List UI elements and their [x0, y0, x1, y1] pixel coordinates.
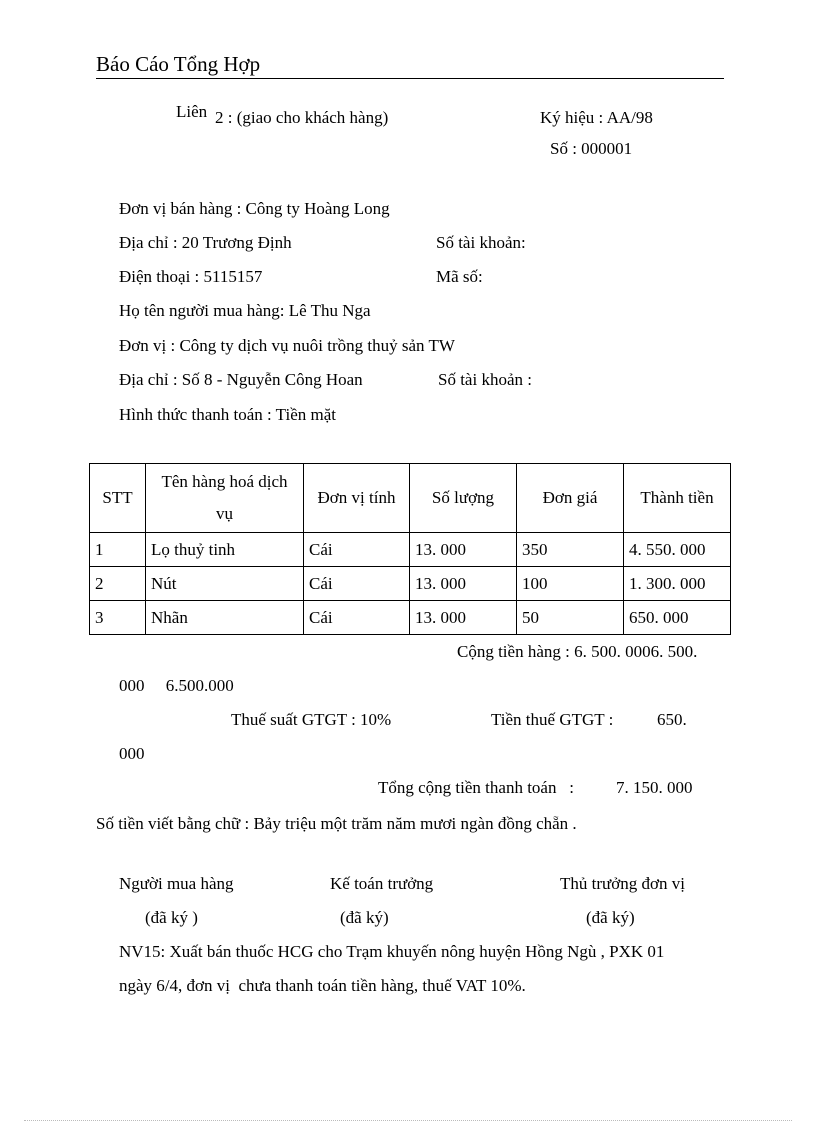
buyer-address: Địa chỉ : Số 8 - Nguyễn Công Hoan: [119, 370, 363, 389]
cell-item-name: Nút: [146, 567, 304, 601]
lien-text: 2 : (giao cho khách hàng): [215, 108, 389, 127]
cell-unit: Cái: [304, 567, 410, 601]
cell-item-name: Nhãn: [146, 601, 304, 635]
subtotal-line2: 000 6.500.000: [119, 676, 234, 695]
vat-rate: Thuế suất GTGT : 10%: [231, 710, 392, 729]
buyer-unit: Đơn vị : Công ty dịch vụ nuôi trồng thuỷ sản TW: [119, 336, 455, 355]
seller-phone: Điện thoại : 5115157: [119, 267, 263, 286]
signature-buyer-title: Người mua hàng: [119, 874, 234, 893]
note-line2: ngày 6/4, đơn vị chưa thanh toán tiền hàng, thuế VAT 10%.: [119, 976, 526, 995]
payment-method: Hình thức thanh toán : Tiền mặt: [119, 405, 336, 424]
amount-in-words: Số tiền viết bằng chữ : Bảy triệu một trăm năm mươi ngàn đồng chẵn .: [96, 814, 577, 833]
table-row: [90, 601, 731, 635]
signature-head-title: Thủ trưởng đơn vị: [560, 874, 685, 893]
invoice-table: [89, 463, 731, 635]
cell-quantity: 13. 000: [410, 601, 517, 635]
invoice-number: Số : 000001: [550, 139, 633, 158]
cell-item-name: Lọ thuỷ tinh: [146, 533, 304, 567]
signature-accountant-title: Kế toán trưởng: [330, 874, 434, 893]
lien-prefix: Liên: [176, 102, 208, 121]
signature-buyer-signed: (đã ký ): [145, 908, 198, 927]
table-row: [90, 567, 731, 601]
seller-tax-code: Mã số:: [436, 267, 483, 286]
cell-stt: 2: [90, 567, 146, 601]
column-header-item-name: Tên hàng hoá dịch vụ: [146, 464, 304, 533]
seller-account: Số tài khoản:: [436, 233, 526, 252]
signature-accountant-signed: (đã ký): [340, 908, 389, 927]
cell-unit: Cái: [304, 533, 410, 567]
vat-amount-value: 650.: [657, 710, 687, 729]
cell-amount: 650. 000: [624, 601, 731, 635]
cell-stt: 3: [90, 601, 146, 635]
column-header-amount: Thành tiền: [624, 464, 731, 533]
header-rule: [96, 78, 724, 79]
ky-hieu: Ký hiệu : AA/98: [540, 108, 653, 127]
cell-unit-price: 350: [517, 533, 624, 567]
table-header-row: [90, 464, 731, 533]
column-header-quantity: Số lượng: [410, 464, 517, 533]
column-header-unit-price: Đơn giá: [517, 464, 624, 533]
grand-total-value: 7. 150. 000: [616, 778, 693, 797]
page-header-title: Báo Cáo Tổng Hợp: [96, 52, 261, 76]
cell-quantity: 13. 000: [410, 567, 517, 601]
grand-total-label: Tổng cộng tiền thanh toán :: [378, 778, 574, 797]
vat-amount-label: Tiền thuế GTGT :: [491, 710, 614, 729]
cell-unit-price: 100: [517, 567, 624, 601]
signature-head-signed: (đã ký): [586, 908, 635, 927]
column-header-stt: STT: [90, 464, 146, 533]
cell-quantity: 13. 000: [410, 533, 517, 567]
cell-amount: 4. 550. 000: [624, 533, 731, 567]
seller-address: Địa chỉ : 20 Trương Định: [119, 233, 292, 252]
cell-unit-price: 50: [517, 601, 624, 635]
cell-amount: 1. 300. 000: [624, 567, 731, 601]
cell-stt: 1: [90, 533, 146, 567]
seller-name: Đơn vị bán hàng : Công ty Hoàng Long: [119, 199, 390, 218]
note-line1: NV15: Xuất bán thuốc HCG cho Trạm khuyến nông huyện Hồng Ngù , PXK 01: [119, 942, 665, 961]
page-bottom-rule: [24, 1120, 792, 1121]
table-row: [90, 533, 731, 567]
vat-amount-line2: 000: [119, 744, 145, 763]
buyer-account: Số tài khoản :: [438, 370, 532, 389]
cell-unit: Cái: [304, 601, 410, 635]
buyer-name: Họ tên người mua hàng: Lê Thu Nga: [119, 301, 371, 320]
column-header-unit: Đơn vị tính: [304, 464, 410, 533]
subtotal-line1: Cộng tiền hàng : 6. 500. 0006. 500.: [457, 642, 698, 661]
